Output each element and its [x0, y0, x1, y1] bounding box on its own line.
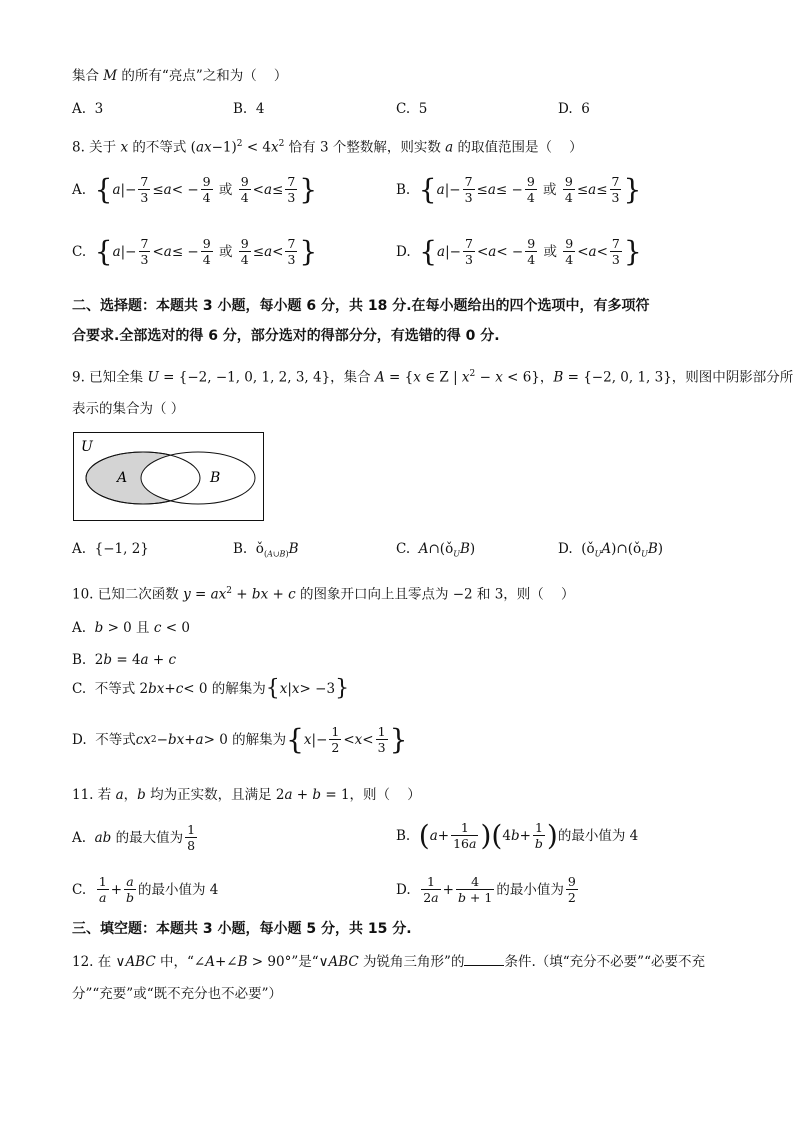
q9-stem-line1: 9. 已知全集 U = {−2, −1, 0, 1, 2, 3, 4}，集合 A = {x ∈ Z | $x^2 - x < 6$}，B = {−2, 0, 1, 3}，则图中阴影部分所 — [72, 369, 794, 386]
q9-stem-line2: 表示的集合为（ ） — [72, 401, 185, 417]
section3-title: 三、填空题：本题共 3 小题，每小题 5 分，共 15 分. — [72, 921, 412, 937]
q10-stem: 10. 已知二次函数 $y = ax^2$ + bx + c 的图象开口向上且零点为 −2 和 3，则（ ） — [72, 586, 575, 603]
venn-label-u: U — [81, 439, 93, 455]
q10-option-b[interactable]: B. 2b = 4a + c — [72, 652, 177, 668]
q7-option-d[interactable]: D. 6 — [558, 101, 590, 117]
q8-option-a[interactable]: A. { a |− $\frac{7}{3}$ ≤ a < − $\frac{9}{4}$ 或 $\frac{9}{4}$ < a ≤ $\frac{7}{3}$ } — [72, 172, 318, 206]
q11-stem: 11. 若 a，b 均为正实数，且满足 2a + b = 1，则（ ） — [72, 787, 421, 803]
q11-option-d[interactable]: D. $\frac{1}{2a}$ + $\frac{4}{b + 1}$ 的最小值为 $\frac{9}{2}$ — [396, 874, 576, 905]
q9-option-b[interactable]: B. $ǒ_{(A\cup B)}B$ — [233, 541, 299, 559]
q10-option-d[interactable]: D. 不等式 cx 2 − bx + a > 0 的解集为 { x |− $\frac{1}{2}$ < x < $\frac{1}{3}$ } — [72, 722, 408, 756]
q8-option-d[interactable]: D. { a |− $\frac{7}{3}$ < a < − $\frac{9}{4}$ 或 $\frac{9}{4}$ < a < $\frac{7}{3}$ } — [396, 234, 642, 268]
venn-label-a: A — [117, 470, 128, 486]
q12-line2: 分”“充要”或“既不充分也不必要”） — [72, 986, 283, 1002]
q7-option-b[interactable]: B. 4 — [233, 101, 265, 117]
q11-option-a[interactable]: A. ab 的最大值为 $\frac{1}{8}$ — [72, 822, 196, 853]
q7-option-c[interactable]: C. 5 — [396, 101, 428, 117]
venn-diagram — [73, 432, 265, 522]
q11-option-b[interactable]: B. ( a + $\frac{1}{16a}$ ) ( 4 b + $\frac{1}{b}$ ) 的最小值为 4 — [396, 818, 639, 852]
q10-option-c[interactable]: C. 不等式 2 bx + c < 0 的解集为 { x | x > −3 } — [72, 676, 350, 701]
q10-option-a[interactable]: A. b > 0 且 c < 0 — [72, 620, 190, 636]
q11-option-c[interactable]: C. $\frac{1}{a}$ + $\frac{a}{b}$ 的最小值为 4 — [72, 874, 219, 905]
q7-option-a[interactable]: A. 3 — [72, 101, 104, 117]
venn-label-b: B — [210, 470, 221, 486]
q7-stem-tail: 集合 M 的所有“亮点”之和为（ ） — [72, 68, 288, 84]
q12-line1: 12. 在 ∨ABC 中，“∠A+∠B > 90°”是“∨ABC 为锐角三角形”的 条件.（填“充分不必要”“必要不充 — [72, 954, 705, 970]
q8-stem: 8. 关于 x 的不等式 $(ax-1)^2 < 4x^2$ 恰有 3 个整数解，则实数 a 的取值范围是（ ） — [72, 139, 583, 156]
q9-option-a[interactable]: A. {−1, 2} — [72, 541, 149, 557]
section2-title-line2: 合要求.全部选对的得 6 分，部分选对的得部分分，有选错的得 0 分. — [72, 328, 500, 344]
q12-answer-blank[interactable] — [464, 952, 504, 966]
q9-option-d[interactable]: D. $(ǒ_UA)\cap(ǒ_UB)$ — [558, 541, 664, 559]
q8-option-b[interactable]: B. { a |− $\frac{7}{3}$ ≤ a ≤ − $\frac{9}{4}$ 或 $\frac{9}{4}$ ≤ a ≤ $\frac{7}{3}$ } — [396, 172, 642, 206]
section2-title-line1: 二、选择题：本题共 3 小题，每小题 6 分，共 18 分.在每小题给出的四个选项中，有多项符 — [72, 298, 650, 314]
q9-option-c[interactable]: C. $A\cap(ǒ_UB)$ — [396, 541, 476, 559]
q8-option-c[interactable]: C. { a |− $\frac{7}{3}$ < a ≤ − $\frac{9}{4}$ 或 $\frac{9}{4}$ ≤ a < $\frac{7}{3}$ } — [72, 234, 318, 268]
